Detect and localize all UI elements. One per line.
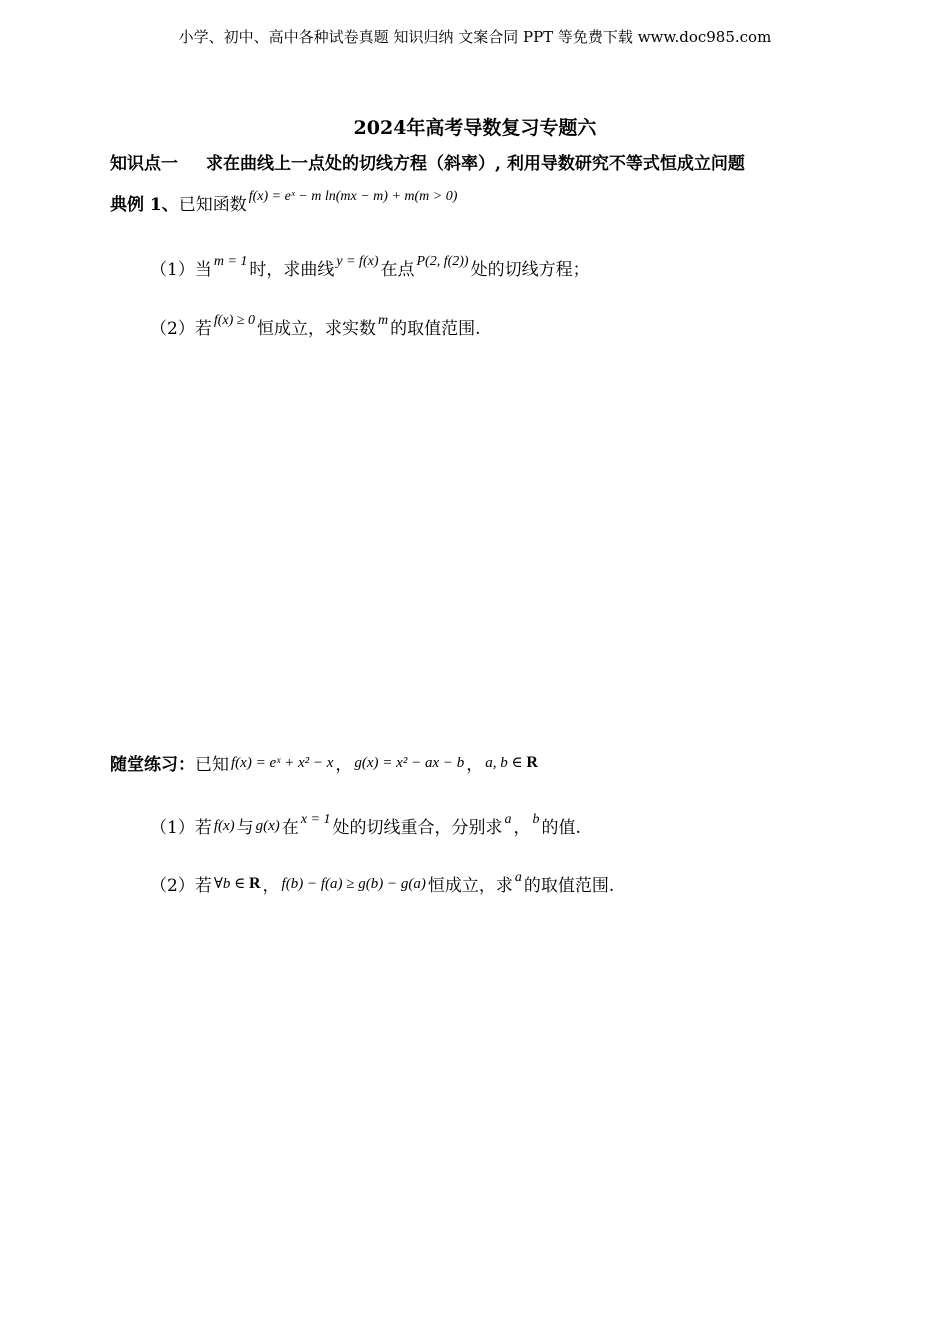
math-expr: a [504,812,512,827]
math-expr [483,755,540,771]
q-text: 处的切线重合，分别求 [332,818,503,838]
example-intro: 已知函数 [178,195,247,215]
practice-label: 随堂练习： [110,755,195,775]
example-question-2 [150,314,480,339]
math-expr: P(2, f(2)) [416,254,469,269]
real-numbers-symbol: R [526,754,538,771]
q-number: （2） [150,876,195,896]
q-number: （1） [150,818,195,838]
math-expr: a [514,870,522,885]
example-function-formula: f(x) = eˣ − m ln(mx − m) + m(m > 0) [248,189,458,204]
q-text: 时，求曲线 [249,260,335,280]
math-expr: x = 1 [300,812,331,827]
example-label: 典例 1、 [110,195,179,215]
q-text: 处的切线方程； [470,260,590,280]
practice-intro-line [110,750,540,775]
example-question-1 [150,255,590,280]
q-text: 的取值范围. [390,319,481,339]
math-expr: g(x) [255,818,280,834]
q-text: 若 [194,818,212,838]
q-number: （1） [150,260,195,280]
practice-question-2 [150,871,614,896]
q-text: 当 [194,260,212,280]
q-text: 在 [281,818,299,838]
math-expr: b [532,812,540,827]
real-numbers-symbol: R [248,875,261,892]
math-expr: f(x) [213,818,235,834]
math-expr: a, b ∈ [485,755,523,771]
q-number: （2） [150,319,195,339]
q-text: 的值. [541,818,581,838]
math-expr: f(b) − f(a) ≥ g(b) − g(a) [281,876,426,892]
math-expr: y = f(x) [336,254,379,269]
section-text: 求在曲线上一点处的切线方程（斜率）, 利用导数研究不等式恒成立问题 [206,154,745,174]
q-text: 恒成立，求 [427,876,513,896]
math-expr: g(x) = x² − ax − b [354,755,465,771]
q-text: ， [513,818,531,838]
q-text: 的取值范围. [523,876,615,896]
math-expr: ∀b ∈ [213,876,246,892]
q-text: 恒成立，求实数 [256,319,376,339]
q-text: 与 [236,818,254,838]
doc-title: 2024年高考导数复习专题六 [353,117,597,139]
math-expr: f(x) = eˣ + x² − x [231,755,334,771]
section-label: 知识点一 [110,154,178,174]
section-heading [110,149,745,174]
math-expr: m [377,313,389,328]
page-header: 小学、初中、高中各种试卷真题 知识归纳 文案合同 PPT 等免费下载 www.doc985.com [178,28,772,46]
math-expr: m = 1 [213,254,248,269]
q-text: 若 [194,319,212,339]
example-intro-line [110,190,459,215]
q-text: 在点 [380,260,415,280]
practice-intro: 已知 [195,755,229,775]
q-text: 若 [194,876,212,896]
separator: ， [466,755,484,775]
q-text: ， [262,876,280,896]
math-expr [212,876,263,892]
separator: ， [335,755,353,775]
practice-question-1 [150,813,581,838]
math-expr: f(x) ≥ 0 [213,313,255,328]
